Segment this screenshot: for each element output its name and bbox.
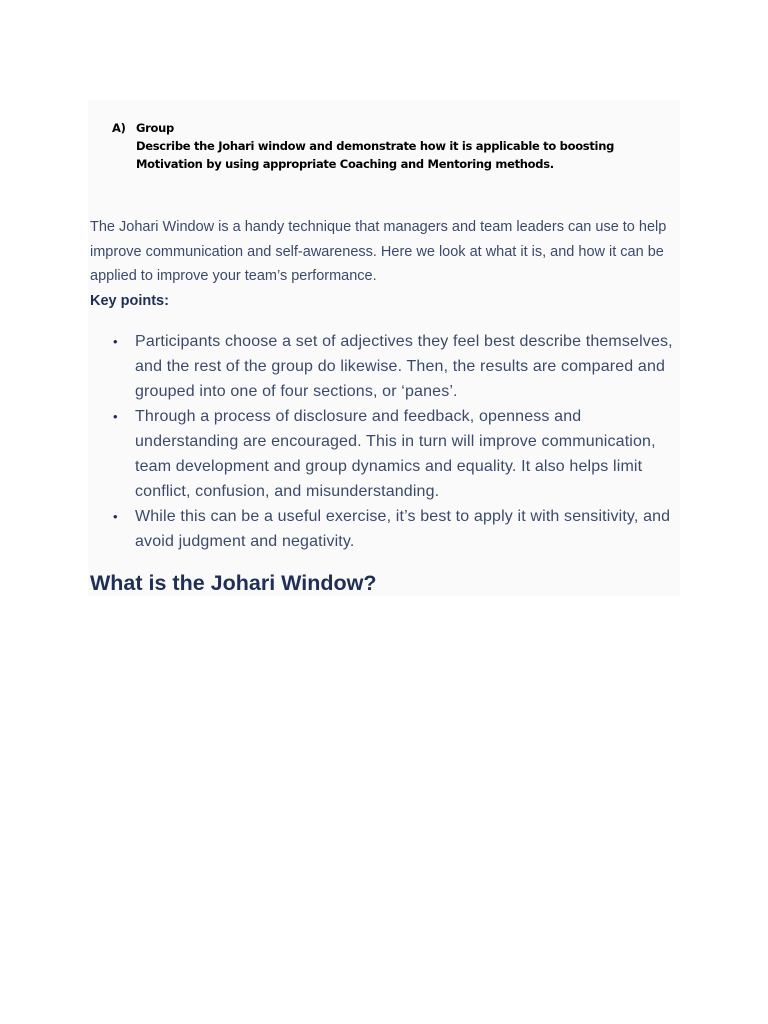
bullet-icon: • — [113, 509, 118, 524]
bullet-icon: • — [113, 334, 118, 349]
key-points-list — [108, 329, 688, 554]
intro-paragraph: The Johari Window is a handy technique that managers and team leaders can use to help improve communication and self-awareness. Here we look at what it is, and how it can be applied to improve your team’s performance. — [90, 219, 667, 284]
list-item-text: While this can be a useful exercise, it’s best to apply it with sensitivity, and avoid judgment and negativity. — [135, 508, 671, 550]
list-item — [108, 504, 688, 554]
list-item — [108, 404, 688, 504]
question-body — [136, 119, 672, 173]
key-points-heading: Key points: — [90, 293, 169, 309]
list-item-text: Participants choose a set of adjectives they feel best describe themselves, and the rest of the group do likewise. Then, the results are compared and grouped into one of four sections, or ‘panes’. — [135, 333, 673, 400]
bullet-icon: • — [113, 409, 118, 424]
list-item-text: Through a process of disclosure and feedback, openness and understanding are encouraged. This in turn will improve communication, team development and group dynamics and equality. It also helps limit conflict, confusion, and misunderstanding. — [135, 408, 656, 500]
section-heading: What is the Johari Window? — [90, 571, 377, 595]
question-prompt: Describe the Johari window and demonstrate how it is applicable to boosting Motivation by using appropriate Coaching and Mentoring methods. — [136, 139, 615, 171]
question-marker: A) — [112, 121, 126, 135]
list-item — [108, 329, 688, 404]
question-group-label: Group — [136, 121, 174, 135]
question-block — [112, 119, 672, 173]
